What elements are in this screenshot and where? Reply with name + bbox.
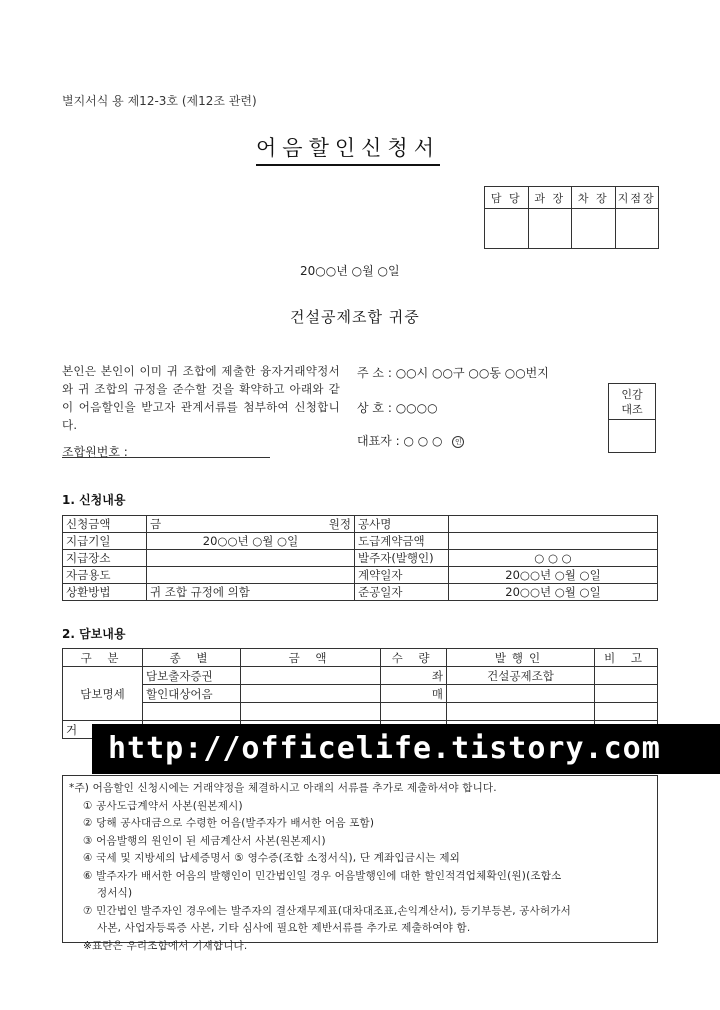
column-header: 금 액: [241, 649, 381, 667]
approval-sign-cell[interactable]: [528, 209, 572, 249]
issuer-cell[interactable]: 건설공제조합: [447, 667, 595, 685]
intro-text: 본인은 본인이 이미 귀 조합에 제출한 융자거래약정서와 귀 조합의 규정을 준수할 것을 확약하고 아래와 같이 어음할인을 받고자 관계서류를 첨부하여 신청합니다.: [62, 364, 340, 432]
approval-sign-cell[interactable]: [572, 209, 616, 249]
notes-intro: *주) 어음할인 신청시에는 거래약정을 체결하시고 아래의 서류를 추가로 제출하셔야 합니다.: [69, 782, 497, 794]
remark-cell[interactable]: [595, 667, 658, 685]
row-label: 지급기일: [63, 533, 147, 550]
issuer-cell[interactable]: [447, 703, 595, 721]
address-value: ○○시 ○○구 ○○동 ○○번지: [395, 366, 549, 380]
row-label: 발주자(발행인): [355, 550, 449, 567]
seal-mark: 인: [452, 436, 464, 448]
approval-header-deputy: 차 장: [572, 187, 616, 209]
value-cell[interactable]: 20○○년 ○월 ○일: [449, 584, 658, 601]
approval-sign-cell[interactable]: [615, 209, 659, 249]
value-cell[interactable]: [449, 516, 658, 533]
member-number-line[interactable]: [62, 457, 270, 458]
value-cell[interactable]: 20○○년 ○월 ○일: [449, 567, 658, 584]
table-row: [63, 667, 658, 685]
amount-cell[interactable]: [241, 685, 381, 703]
company-value: ○○○○: [395, 401, 438, 415]
approval-header-branch-head: 지점장: [615, 187, 659, 209]
column-header: 구 분: [63, 649, 143, 667]
value-cell[interactable]: ○ ○ ○: [449, 550, 658, 567]
partial-row-label: 거: [63, 721, 143, 739]
table-row: [63, 550, 658, 567]
type-cell: [143, 703, 241, 721]
company-label: 상 호 :: [357, 401, 392, 415]
row-label: 준공일자: [355, 584, 449, 601]
value-cell[interactable]: [147, 550, 355, 567]
representative-label: 대표자 :: [357, 434, 400, 448]
seal-comparison-box: [608, 383, 656, 453]
table-row: [63, 703, 658, 721]
approval-box: [484, 186, 659, 249]
type-cell: 할인대상어음: [143, 685, 241, 703]
note-item: ① 공사도급계약서 사본(원본제시): [83, 799, 243, 812]
amount-cell[interactable]: [241, 703, 381, 721]
seal-comparison-label: 인감 대조: [609, 384, 655, 420]
value-cell[interactable]: [147, 567, 355, 584]
table-row: [63, 567, 658, 584]
column-header: 종 별: [143, 649, 241, 667]
issuer-cell[interactable]: [447, 685, 595, 703]
table-row: [63, 516, 658, 533]
row-label: 도급계약금액: [355, 533, 449, 550]
approval-sign-cell[interactable]: [485, 209, 529, 249]
watermark-banner: http://officelife.tistory.com: [92, 724, 720, 774]
note-item: ⑦ 민간법인 발주자인 경우에는 발주자의 결산재무제표(대차대조표,손익계산서), 등기부등본, 공사허가서: [83, 904, 571, 917]
application-table: [62, 515, 658, 601]
quantity-cell[interactable]: 매: [381, 685, 447, 703]
column-header: 수 량: [381, 649, 447, 667]
amount-cell[interactable]: 금 원정: [147, 516, 355, 533]
recipient: 건설공제조합 귀중: [290, 308, 420, 326]
application-date: 20○○년 ○월 ○일: [300, 264, 400, 278]
address-row: [357, 364, 549, 381]
note-item-continued: 사본, 사업자등록증 사본, 기타 심사에 필요한 제반서류를 추가로 제출하여야 함.: [97, 922, 471, 934]
value-cell[interactable]: [449, 533, 658, 550]
representative-value: ○ ○ ○: [403, 434, 443, 448]
quantity-cell[interactable]: [381, 703, 447, 721]
section-1-title: 1. 신청내용: [62, 493, 126, 507]
value-cell[interactable]: 귀 조합 규정에 의함: [147, 584, 355, 601]
note-item: ④ 국세 및 지방세의 납세증명서 ⑤ 영수증(조합 소정서식), 단 계좌입금시는 제외: [83, 852, 461, 864]
approval-header-staff: 담 당: [485, 187, 529, 209]
note-item-continued: 정서식): [97, 887, 133, 899]
column-header: 발행인: [447, 649, 595, 667]
table-row: [63, 584, 658, 601]
approval-header-manager: 과 장: [528, 187, 572, 209]
notes-footer: ※표란은 우리조합에서 기재합니다.: [83, 939, 248, 952]
column-header: 비 고: [595, 649, 658, 667]
table-row: [63, 685, 658, 703]
row-label: 신청금액: [63, 516, 147, 533]
company-row: [357, 399, 438, 416]
representative-row: [357, 432, 464, 449]
row-label: 상환방법: [63, 584, 147, 601]
form-reference: 별지서식 용 제12-3호 (제12조 관련): [62, 94, 257, 108]
value-cell[interactable]: 20○○년 ○월 ○일: [147, 533, 355, 550]
member-number-label: 조합원번호 :: [62, 445, 128, 459]
remark-cell[interactable]: [595, 685, 658, 703]
address-label: 주 소 :: [357, 366, 392, 380]
row-label: 계약일자: [355, 567, 449, 584]
row-label: 공사명: [355, 516, 449, 533]
note-item: ⑥ 발주자가 배서한 어음의 발행인이 민간법인일 경우 어음발행인에 대한 할인적격업체확인(원)(조합소: [83, 869, 562, 882]
group-label: 담보명세: [63, 667, 143, 721]
row-label: 지급장소: [63, 550, 147, 567]
quantity-cell[interactable]: 좌: [381, 667, 447, 685]
table-row: [63, 533, 658, 550]
document-title: 어음할인신청서: [256, 132, 440, 166]
amount-cell[interactable]: [241, 667, 381, 685]
type-cell: 담보출자증권: [143, 667, 241, 685]
section-2-title: 2. 담보내용: [62, 627, 126, 641]
table-header-row: [63, 649, 658, 667]
remark-cell[interactable]: [595, 703, 658, 721]
notes-box: [62, 775, 658, 952]
note-item: ② 당해 공사대금으로 수령한 어음(발주자가 배서한 어음 포함): [83, 817, 375, 829]
note-item: ③ 어음발행의 원인이 된 세금계산서 사본(원본제시): [83, 834, 326, 847]
row-label: 자금용도: [63, 567, 147, 584]
